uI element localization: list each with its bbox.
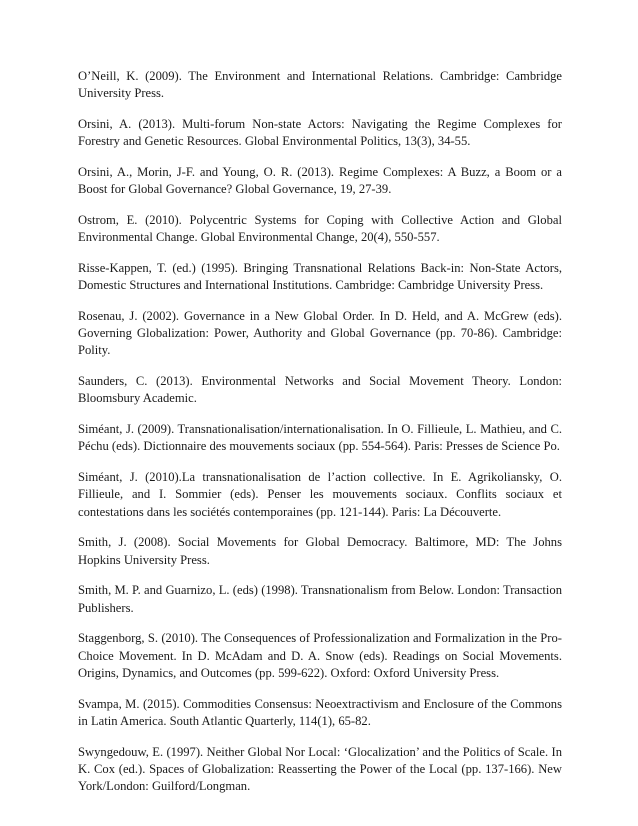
reference-entry: O’Neill, K. (2009). The Environment and International Relations. Cambridge: Cambridge University Press. [78,69,562,101]
reference-entry: Swyngedouw, E. (1997). Neither Global Nor Local: ‘Glocalization’ and the Politics of Scale. In K. Cox (ed.). Spaces of Globalization: Reasserting the Power of the Local (pp. 137-166). New York/London: Guilford/Longman. [78,744,562,794]
reference-entry: Siméant, J. (2010).La transnationalisation de l’action collective. In E. Agrikoliansky, O. Fillieule, and I. Sommier (eds). Penser les mouvements sociaux. Conflits sociaux et contestations dans les sociétés contemporaines (pp. 121-144). Paris: La Découverte. [78,470,562,519]
reference-entry: Smith, M. P. and Guarnizo, L. (eds) (1998). Transnationalism from Below. London: Transaction Publishers. [78,583,562,615]
reference-entry: Ostrom, E. (2010). Polycentric Systems for Coping with Collective Action and Global Environmental Change. Global Environmental Change, 20(4), 550-557. [78,213,562,245]
reference-entry: Staggenborg, S. (2010). The Consequences of Professionalization and Formalization in the Pro-Choice Movement. In D. McAdam and D. A. Snow (eds). Readings on Social Movements. Origins, Dynamics, and Outcomes (pp. 599-622). Oxford: Oxford University Press. [78,631,562,680]
reference-entry: Rosenau, J. (2002). Governance in a New Global Order. In D. Held, and A. McGrew (eds). Governing Globalization: Power, Authority and Global Governance (pp. 70-86). Cambridge: Polity. [78,309,562,358]
reference-entry: Saunders, C. (2013). Environmental Networks and Social Movement Theory. London: Bloomsbury Academic. [78,374,562,406]
reference-list [78,68,562,809]
reference-entry: Orsini, A., Morin, J-F. and Young, O. R. (2013). Regime Complexes: A Buzz, a Boom or a Boost for Global Governance? Global Governance, 19, 27-39. [78,165,562,197]
reference-entry: Siméant, J. (2009). Transnationalisation/internationalisation. In O. Fillieule, L. Mathieu, and C. Péchu (eds). Dictionnaire des mouvements sociaux (pp. 554-564). Paris: Presses de Science Po. [78,422,562,454]
reference-entry: Orsini, A. (2013). Multi-forum Non-state Actors: Navigating the Regime Complexes for Forestry and Genetic Resources. Global Environmental Politics, 13(3), 34-55. [78,117,562,149]
reference-entry: Smith, J. (2008). Social Movements for Global Democracy. Baltimore, MD: The Johns Hopkins University Press. [78,535,562,567]
reference-entry: Svampa, M. (2015). Commodities Consensus: Neoextractivism and Enclosure of the Commons in Latin America. South Atlantic Quarterly, 114(1), 65-82. [78,696,562,728]
reference-entry: Risse-Kappen, T. (ed.) (1995). Bringing Transnational Relations Back-in: Non-State Actors, Domestic Structures and International Institutions. Cambridge: Cambridge University Press. [78,261,562,293]
